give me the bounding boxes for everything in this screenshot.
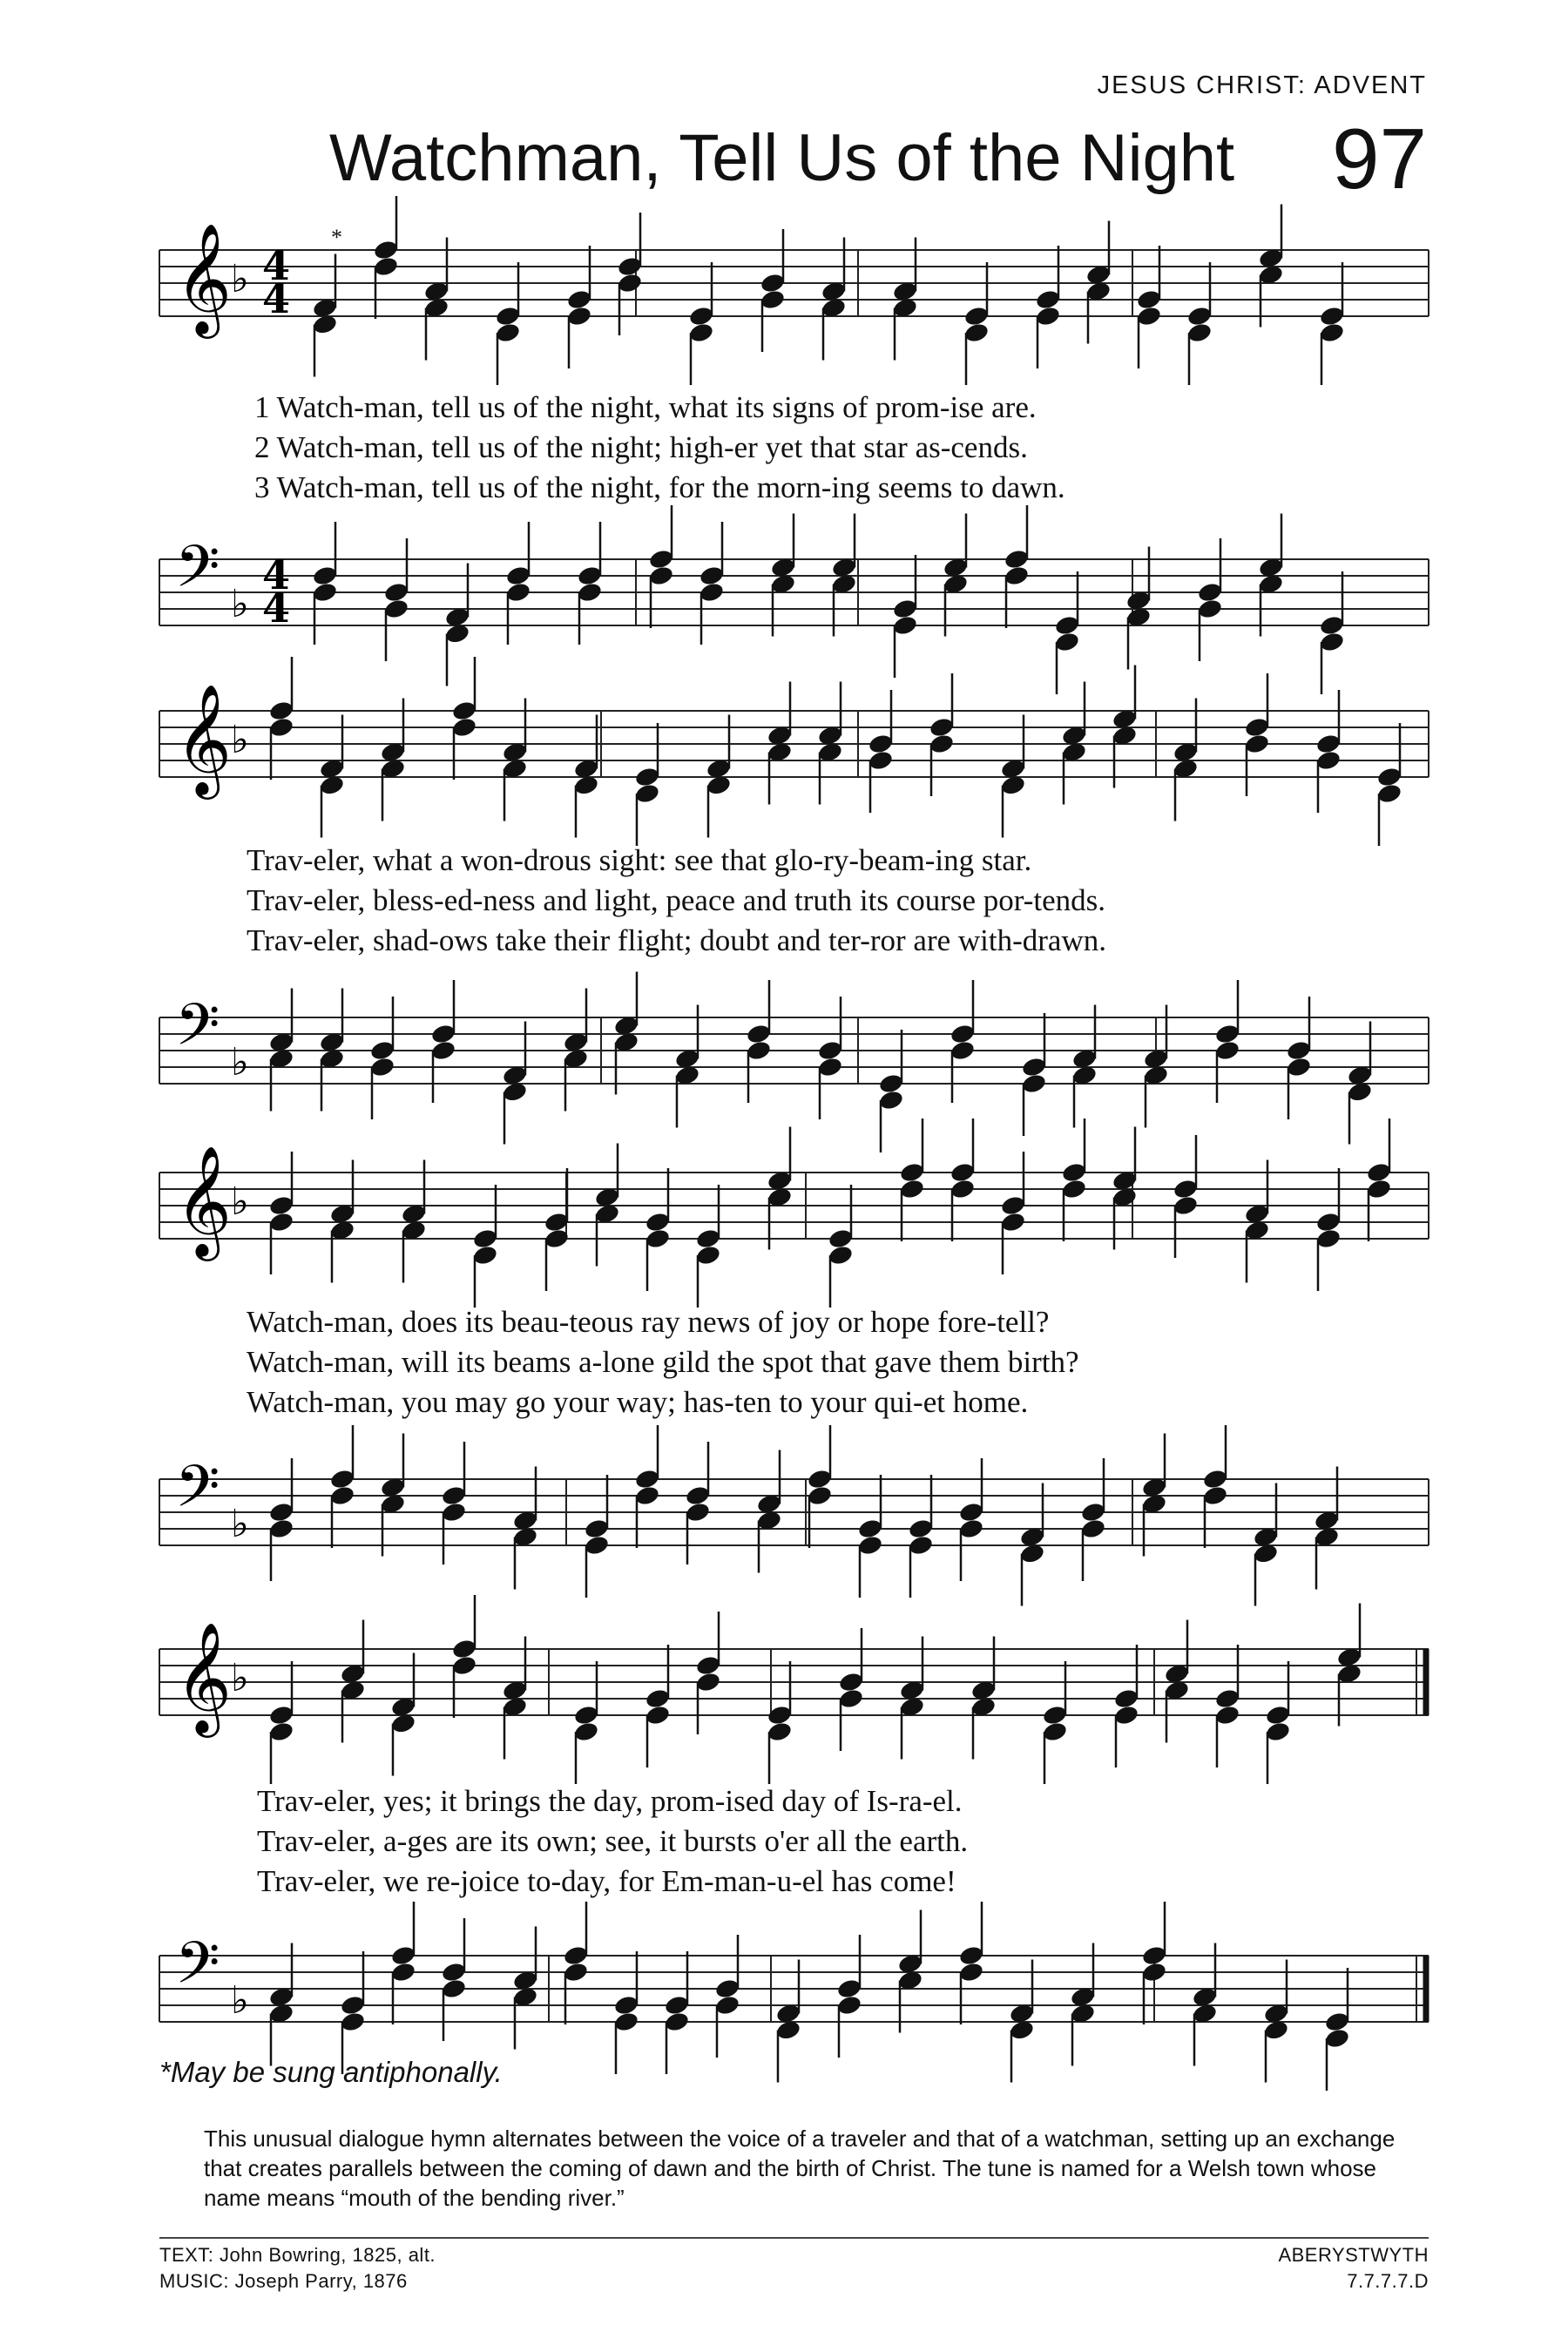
note-head bbox=[1324, 2027, 1351, 2050]
note-head bbox=[958, 1961, 985, 1984]
meter: 7.7.7.7.D bbox=[1347, 2270, 1429, 2292]
lyric-line-s3-v3: Watch-man, you may go your way; has-ten to your qui-et home. bbox=[247, 1385, 1029, 1419]
note-head bbox=[573, 1704, 600, 1727]
time-signature-bottom: 4 bbox=[262, 275, 291, 322]
note-head bbox=[613, 2011, 640, 2033]
note-head bbox=[714, 1977, 741, 2000]
note-head bbox=[441, 1961, 468, 1984]
note-head bbox=[340, 1994, 367, 2017]
time-signature-top: 4 bbox=[262, 242, 291, 289]
music-credit: MUSIC: Joseph Parry, 1876 bbox=[159, 2270, 408, 2292]
note-head bbox=[1113, 1687, 1140, 1710]
note-head bbox=[340, 2011, 367, 2033]
note-head bbox=[563, 1961, 590, 1984]
key-signature-flat: ♭ bbox=[231, 718, 249, 762]
note-head bbox=[664, 1994, 691, 2017]
note-head bbox=[714, 1994, 741, 2017]
note-head bbox=[613, 1994, 640, 2017]
note-head bbox=[1141, 1961, 1168, 1984]
time-signature-bottom: 4 bbox=[262, 585, 291, 632]
note-head bbox=[441, 1977, 468, 2000]
note-head bbox=[451, 1638, 478, 1660]
note-head bbox=[645, 1704, 672, 1727]
key-signature-flat: ♭ bbox=[231, 1656, 249, 1700]
note-head bbox=[451, 1654, 478, 1677]
key-signature-flat: ♭ bbox=[231, 1179, 249, 1224]
key-signature-flat: ♭ bbox=[231, 1502, 249, 1546]
treble-clef: 𝄞 bbox=[175, 1621, 233, 1733]
note-head bbox=[645, 1687, 672, 1710]
section-label: JESUS CHRIST: ADVENT bbox=[1097, 71, 1427, 99]
bass-clef: 𝄢 bbox=[175, 991, 220, 1072]
treble-clef: 𝄞 bbox=[175, 1145, 233, 1256]
note-head bbox=[838, 1671, 865, 1693]
note-head bbox=[390, 1961, 417, 1984]
note-head bbox=[268, 1720, 295, 1743]
lyric-line-s1-v3: 3 Watch-man, tell us of the night, for the morn-ing seems to dawn. bbox=[254, 470, 1065, 504]
lyric-line-s3-v1: Watch-man, does its beau-teous ray news of joy or hope fore-tell? bbox=[247, 1305, 1050, 1339]
note-head bbox=[958, 1944, 985, 1967]
note-head bbox=[1214, 1687, 1241, 1710]
bass-clef: 𝄢 bbox=[175, 1453, 220, 1534]
lyric-line-s3-v2: Watch-man, will its beams a-lone gild the spot that gave them birth? bbox=[247, 1345, 1079, 1379]
note-head bbox=[767, 1720, 794, 1743]
note-head bbox=[1265, 1720, 1292, 1743]
key-signature-flat: ♭ bbox=[231, 1040, 249, 1085]
hymn-number: 97 bbox=[1331, 111, 1427, 206]
note-head bbox=[836, 1994, 863, 2017]
hymn-note: This unusual dialogue hymn alternates between the voice of a traveler and that of a watchman, setting up an exchange that creates parallels between the coming of dawn and the birth of Christ. The tune is named for a Welsh town whose name means “mouth of the bending river.” bbox=[204, 2126, 1396, 2211]
lyric-line-s2-v2: Trav-eler, bless-ed-ness and light, peace and truth its course por-tends. bbox=[247, 883, 1106, 917]
lyric-line-s2-v3: Trav-eler, shad-ows take their flight; doubt and ter-ror are with-drawn. bbox=[247, 923, 1106, 957]
note-head bbox=[1113, 1704, 1140, 1727]
note-head bbox=[1141, 1944, 1168, 1967]
key-signature-flat: ♭ bbox=[231, 257, 249, 301]
credits-divider bbox=[159, 2237, 1429, 2239]
note-head bbox=[1042, 1720, 1069, 1743]
note-head bbox=[563, 1944, 590, 1967]
key-signature-flat: ♭ bbox=[231, 582, 249, 626]
hymn-title: Watchman, Tell Us of the Night bbox=[329, 121, 1235, 195]
tune-name: ABERYSTWYTH bbox=[1278, 2244, 1429, 2266]
note-head bbox=[390, 1944, 417, 1967]
time-signature-top: 4 bbox=[262, 551, 291, 598]
note-head bbox=[1324, 2011, 1351, 2033]
bass-clef: 𝄢 bbox=[175, 533, 220, 614]
note-head bbox=[836, 1977, 863, 2000]
asterisk-mark: * bbox=[331, 225, 342, 250]
bass-clef: 𝄢 bbox=[175, 1930, 220, 2011]
note-head bbox=[268, 1704, 295, 1727]
text-credit: TEXT: John Bowring, 1825, alt. bbox=[159, 2244, 436, 2266]
lyric-line-s4-v1: Trav-eler, yes; it brings the day, prom-ised day of Is-ra-el. bbox=[257, 1784, 963, 1818]
lyric-line-s2-v1: Trav-eler, what a won-drous sight: see that glo-ry-beam-ing star. bbox=[247, 843, 1032, 877]
key-signature-flat: ♭ bbox=[231, 1978, 249, 2023]
note-head bbox=[695, 1671, 722, 1693]
lyric-line-s4-v3: Trav-eler, we re-joice to-day, for Em-man-u-el has come! bbox=[257, 1864, 956, 1898]
lyric-line-s1-v1: 1 Watch-man, tell us of the night, what its signs of prom-ise are. bbox=[254, 390, 1037, 424]
note-head bbox=[1214, 1704, 1241, 1727]
lyric-line-s1-v2: 2 Watch-man, tell us of the night; high-er yet that star as-cends. bbox=[254, 430, 1028, 464]
note-head bbox=[838, 1687, 865, 1710]
note-head bbox=[1042, 1704, 1069, 1727]
note-head bbox=[1265, 1704, 1292, 1727]
note-head bbox=[573, 1720, 600, 1743]
note-head bbox=[664, 2011, 691, 2033]
note-head bbox=[695, 1654, 722, 1677]
treble-clef: 𝄞 bbox=[175, 222, 233, 334]
footnote: *May be sung antiphonally. bbox=[159, 2056, 503, 2088]
treble-clef: 𝄞 bbox=[175, 683, 233, 794]
lyric-line-s4-v2: Trav-eler, a-ges are its own; see, it bursts o'er all the earth. bbox=[257, 1824, 969, 1858]
